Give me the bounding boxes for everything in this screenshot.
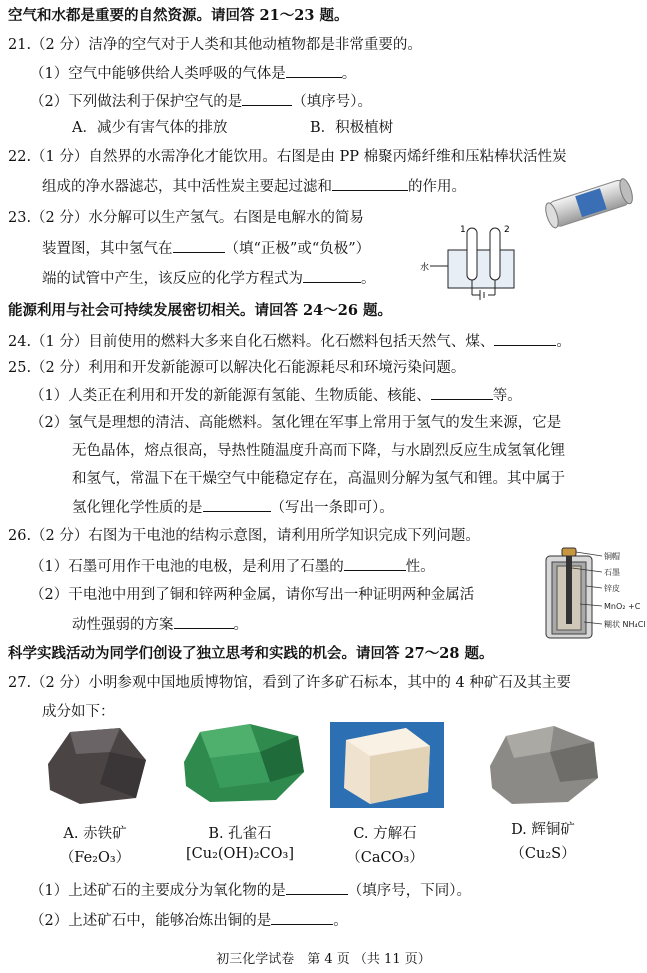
q25-part2-line3: 和氢气，常温下在干燥空气中能稳定存在，高温则分解为氢气和锂。其中属于 xyxy=(72,471,565,487)
answer-blank[interactable] xyxy=(332,176,408,191)
section-heading-3: 科学实践活动为同学们创设了独立思考和实践的机会。请回答 27～28 题。 xyxy=(8,645,494,662)
q25-line1: 25.（2 分）利用和开发新能源可以解决化石能源耗尽和环境污染问题。 xyxy=(8,360,466,376)
battery-label-nh4cl: 糊状 NH₄Cl xyxy=(604,620,646,629)
mineral-image-calcite xyxy=(330,722,444,808)
q21-part1: （1）空气中能够供给人类呼吸的气体是 。 xyxy=(30,63,356,84)
section-heading-1: 空气和水都是重要的自然资源。请回答 21～23 题。 xyxy=(8,7,349,24)
mineral-name-a: A. 赤铁矿 xyxy=(63,826,127,842)
dry-battery-diagram xyxy=(538,546,647,642)
q25-part2-line4: 氢化锂化学性质的是 （写出一条即可）。 xyxy=(72,497,394,518)
mineral-formula-b: [Cu₂(OH)₂CO₃] xyxy=(185,846,294,862)
q23-line1: 23.（2 分）水分解可以生产氢气。右图是电解水的简易 xyxy=(8,210,364,226)
mineral-formula-a: （Fe₂O₃） xyxy=(59,850,131,866)
battery-label-graphite: 石墨 xyxy=(604,568,620,577)
q26-line1: 26.（2 分）右图为干电池的结构示意图，请利用所学知识完成下列问题。 xyxy=(8,528,480,544)
q26-part2-line1: （2）干电池中用到了铜和锌两种金属，请你写出一种证明两种金属活 xyxy=(30,587,475,603)
q26-part2-line2: 动性强弱的方案 。 xyxy=(72,614,248,635)
q23-line3: 端的试管中产生，该反应的化学方程式为 。 xyxy=(42,268,376,289)
q26-part1: （1）石墨可用作干电池的电极，是利用了石墨的 性。 xyxy=(30,556,435,577)
q25-part1: （1）人类正在利用和开发的新能源有氢能、生物质能、核能、 等。 xyxy=(30,385,522,406)
mineral-image-hematite xyxy=(40,724,152,806)
answer-blank[interactable] xyxy=(203,497,271,512)
water-filter-icon xyxy=(540,172,640,234)
q21-option-a: A．减少有害气体的排放 xyxy=(72,120,228,136)
answer-blank[interactable] xyxy=(344,556,406,571)
q22-line2: 组成的净水器滤芯，其中活性炭主要起过滤和 的作用。 xyxy=(42,176,466,197)
mineral-name-c: C. 方解石 xyxy=(353,826,417,842)
electrolysis-apparatus-diagram xyxy=(420,220,530,302)
q21-option-b: B．积极植树 xyxy=(310,120,394,136)
answer-blank[interactable] xyxy=(271,910,333,925)
q24-line1: 24.（1 分）目前使用的燃料大多来自化石燃料。化石燃料包括天然气、煤、 。 xyxy=(8,331,571,352)
mineral-formula-c: （CaCO₃） xyxy=(346,850,424,866)
q27-part2: （2）上述矿石中，能够冶炼出铜的是 。 xyxy=(30,910,348,931)
q21-part2: （2）下列做法利于保护空气的是 （填序号）。 xyxy=(30,91,372,112)
answer-blank[interactable] xyxy=(431,385,493,400)
mineral-formula-d: （Cu₂S） xyxy=(510,846,576,862)
answer-blank[interactable] xyxy=(303,268,361,283)
q27-line1: 27.（2 分）小明参观中国地质博物馆，看到了许多矿石标本，其中的 4 种矿石及其主要 xyxy=(8,675,571,691)
battery-label-copper-cap: 铜帽 xyxy=(604,552,620,561)
mineral-name-b: B. 孔雀石 xyxy=(208,826,272,842)
q25-part2-line1: （2）氢气是理想的清洁、高能燃料。氢化锂在军事上常用于氢气的发生来源，它是 xyxy=(30,415,562,431)
battery-label-mno2: MnO₂ +C xyxy=(604,602,641,611)
q27-part1: （1）上述矿石的主要成分为氧化物的是 （填序号，下同）。 xyxy=(30,880,471,901)
mineral-name-d: D. 辉铜矿 xyxy=(511,822,575,838)
q25-part2-line2: 无色晶体，熔点很高，导热性随温度升高而下降，与水剧烈反应生成氢氧化锂 xyxy=(72,443,565,459)
q27-line2: 成分如下： xyxy=(42,704,115,720)
answer-blank[interactable] xyxy=(286,63,342,78)
water-label: 水 xyxy=(420,263,430,273)
answer-blank[interactable] xyxy=(286,880,348,895)
tube-label-1: 1 xyxy=(460,225,466,235)
section-heading-2: 能源利用与社会可持续发展密切相关。请回答 24～26 题。 xyxy=(8,302,392,319)
battery-label-zinc: 锌皮 xyxy=(604,584,620,593)
answer-blank[interactable] xyxy=(173,238,225,253)
page-footer: 初三化学试卷 第 4 页 （共 11 页） xyxy=(216,952,431,967)
q23-line2: 装置图，其中氢气在 （填“正极”或“负极”） xyxy=(42,238,370,259)
answer-blank[interactable] xyxy=(242,91,292,106)
mineral-image-malachite xyxy=(180,722,308,804)
q21-stem: 21.（2 分）洁净的空气对于人类和其他动植物都是非常重要的。 xyxy=(8,37,422,53)
mineral-image-chalcocite xyxy=(484,722,602,808)
tube-label-2: 2 xyxy=(504,225,510,235)
q22-line1: 22.（1 分）自然界的水需净化才能饮用。右图是由 PP 棉聚丙烯纤维和压粘棒状活性炭 xyxy=(8,149,567,165)
answer-blank[interactable] xyxy=(494,331,556,346)
answer-blank[interactable] xyxy=(174,614,234,629)
